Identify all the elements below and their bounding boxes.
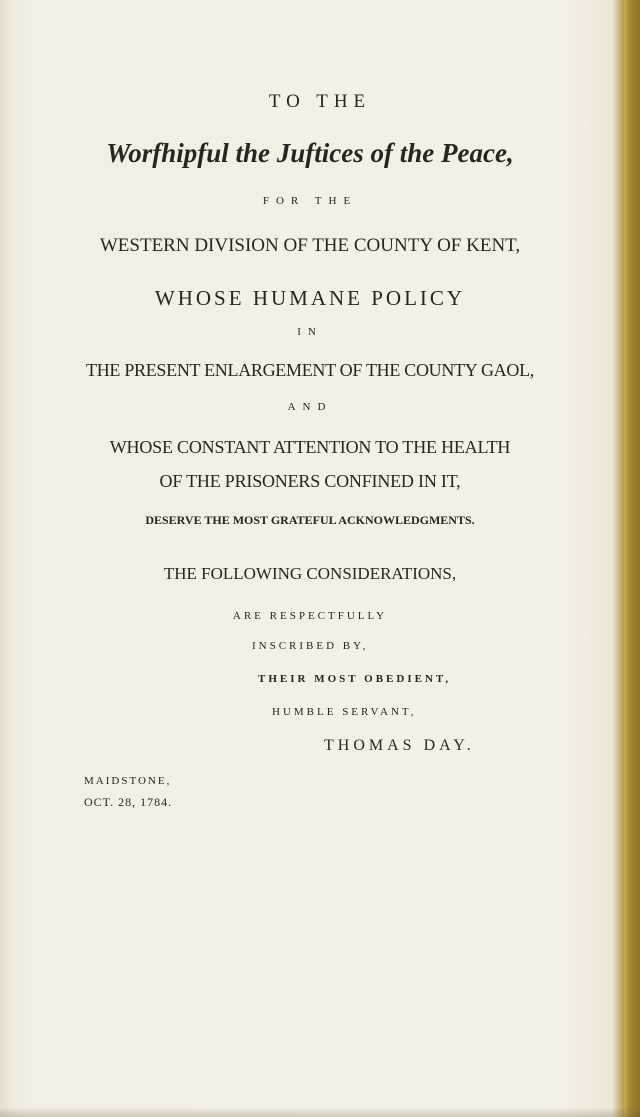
dedication-division: WESTERN DIVISION OF THE COUNTY OF KENT, [99, 235, 521, 256]
page-bottom-shadow [0, 1107, 640, 1117]
dedication-whose-policy: WHOSE HUMANE POLICY [154, 286, 466, 310]
dedication-for-the: FOR THE [262, 195, 358, 207]
dedication-servant: HUMBLE SERVANT, [272, 706, 417, 718]
dedication-prisoners: OF THE PRISONERS CONFINED IN IT, [159, 471, 461, 491]
dedication-title: Worfhipful the Juftices of the Peace, [106, 138, 514, 168]
dedication-in: IN [297, 326, 323, 338]
dedication-obedient: THEIR MOST OBEDIENT, [258, 673, 452, 685]
page-gutter [624, 0, 640, 1117]
imprint-date: OCT. 28, 1784. [84, 795, 173, 809]
dedication-gaol: THE PRESENT ENLARGEMENT OF THE COUNTY GAOL, [86, 360, 534, 380]
dedication-inscribed: INSCRIBED BY, [252, 640, 369, 652]
dedication-heading: TO THE [268, 91, 372, 112]
dedication-following: THE FOLLOWING CONSIDERATIONS, [163, 564, 457, 583]
dedication-health: WHOSE CONSTANT ATTENTION TO THE HEALTH [109, 437, 511, 457]
dedication-deserve: DESERVE THE MOST GRATEFUL ACKNOWLEDGMENTS. [145, 513, 475, 527]
dedication-respectfully: ARE RESPECTFULLY [232, 610, 388, 622]
imprint-place: MAIDSTONE, [84, 775, 172, 787]
dedication-author: THOMAS DAY. [324, 737, 475, 754]
dedication-and: AND [287, 401, 333, 413]
